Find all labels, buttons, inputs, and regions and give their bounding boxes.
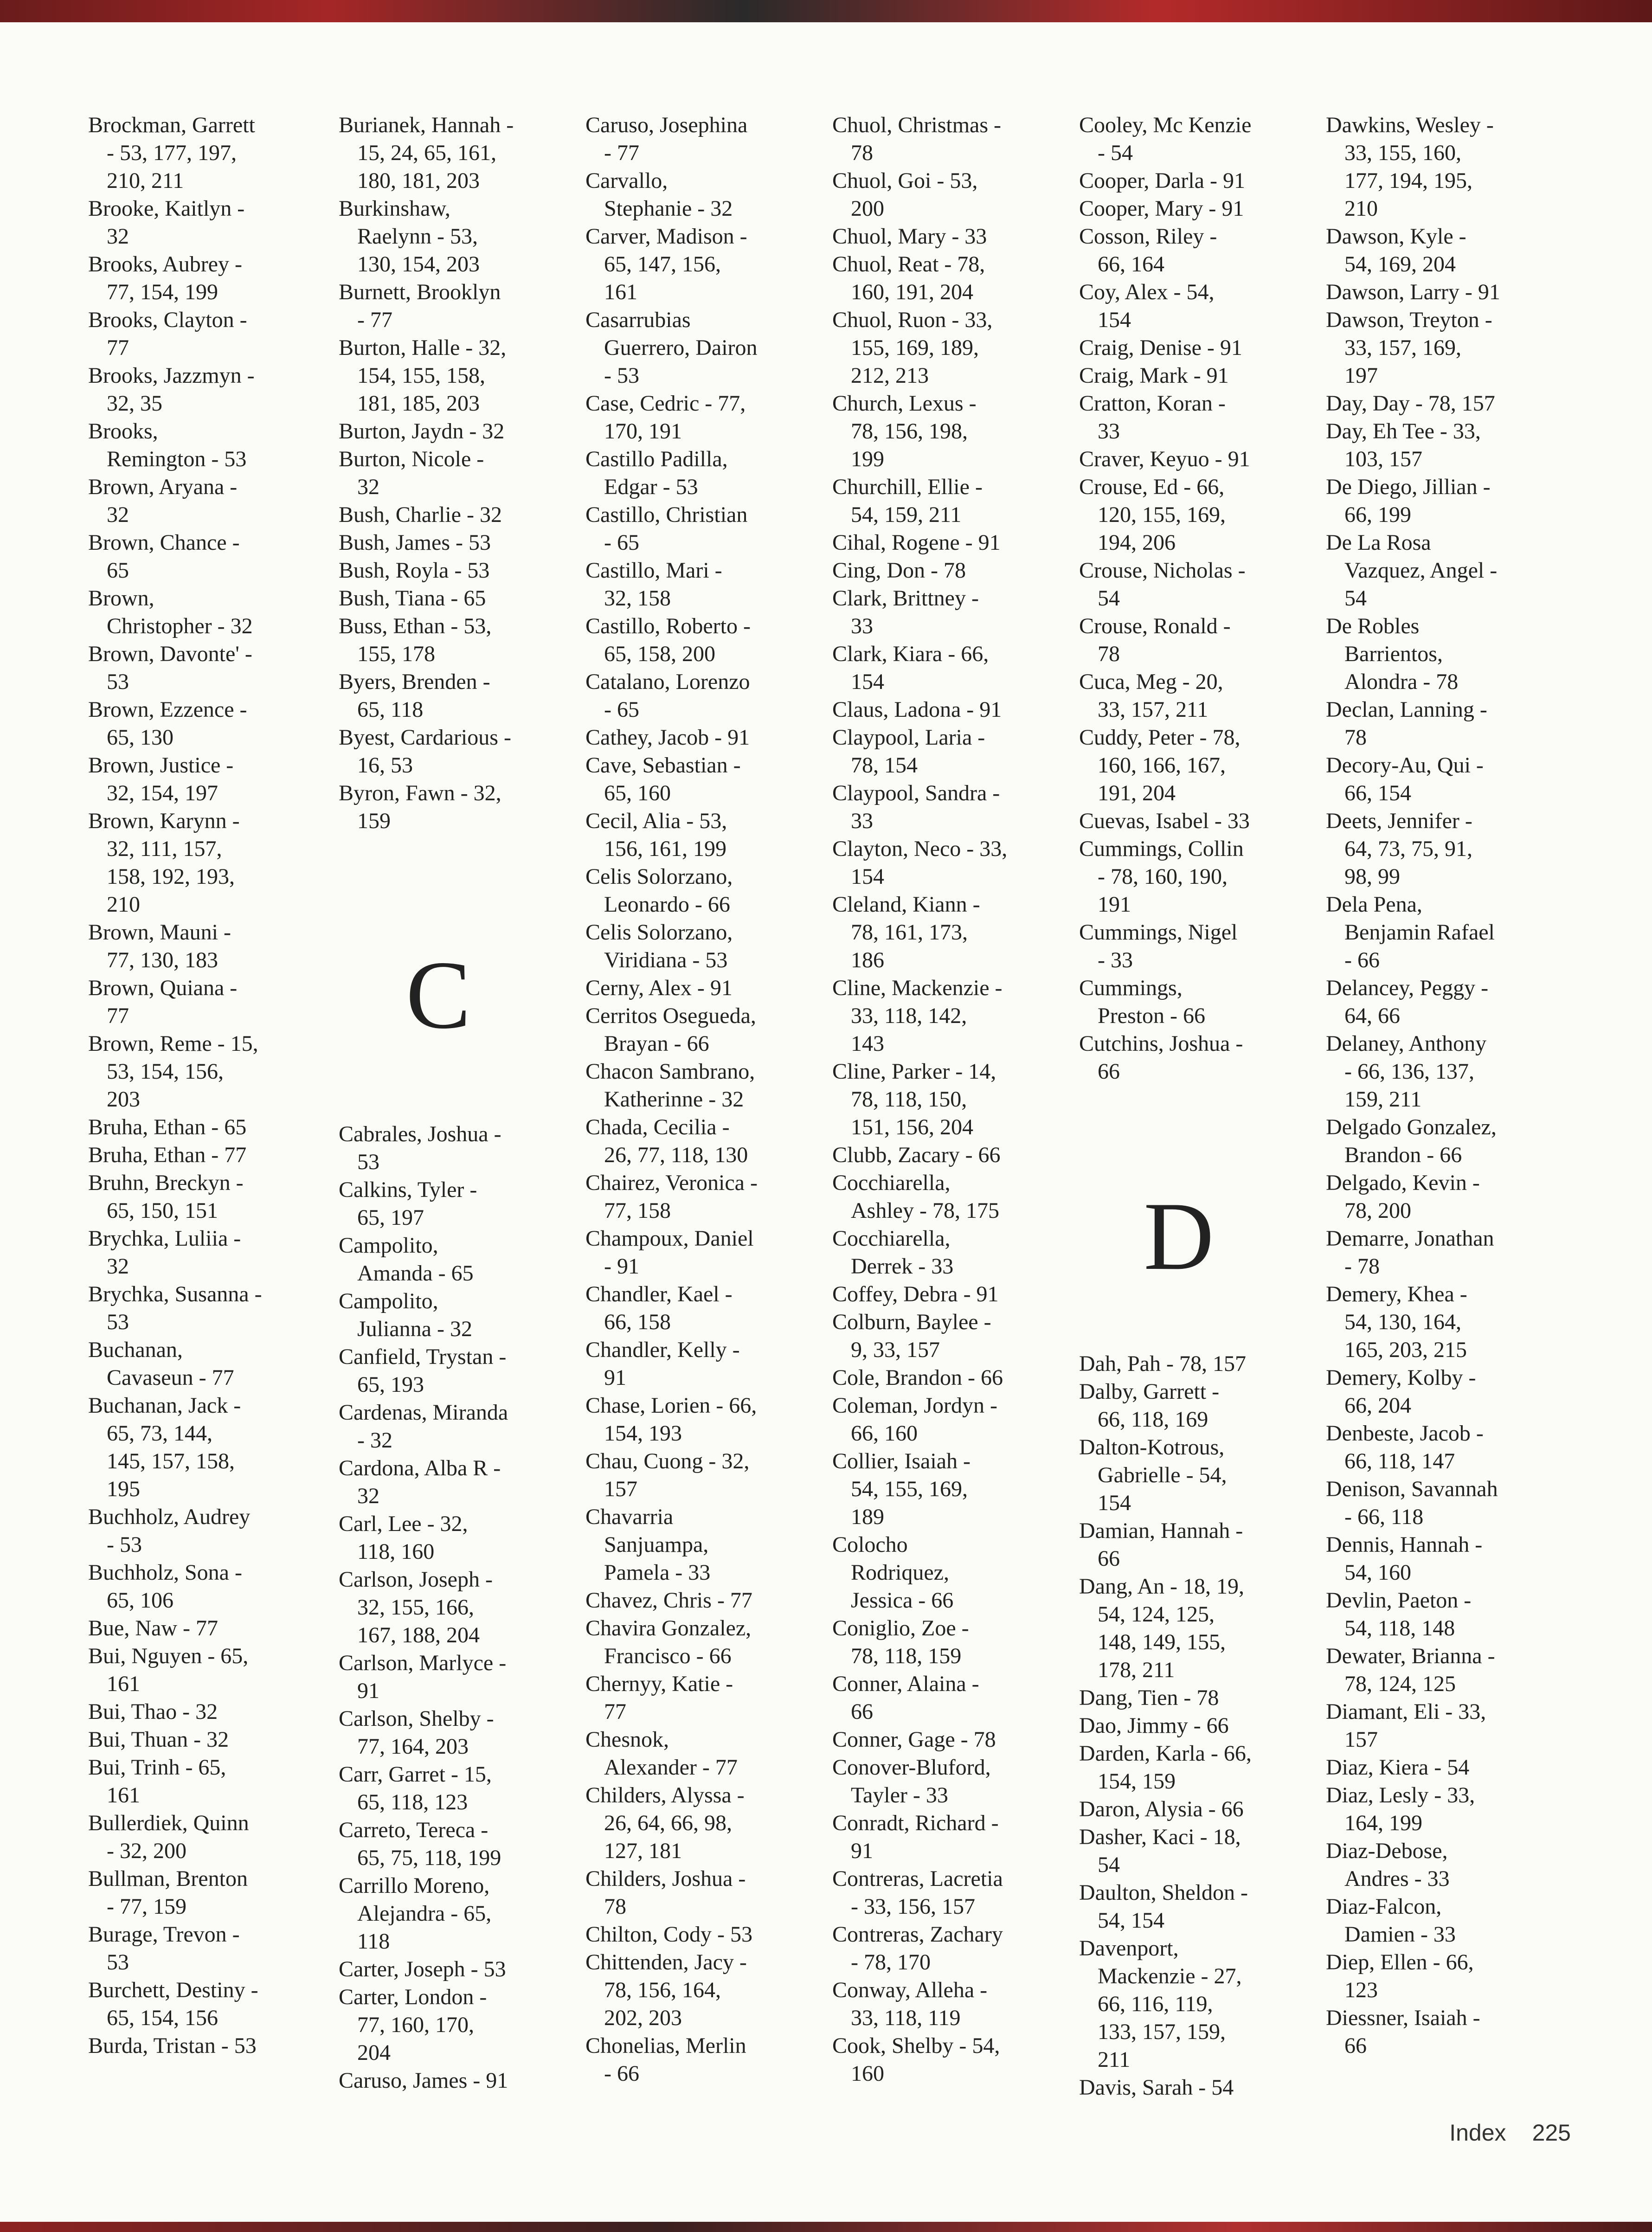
index-entry: Claypool, Laria - 78, 154 (832, 725, 985, 778)
index-entry: Cocchiarella, Ashley - 78, 175 (832, 1171, 999, 1223)
index-entry: Bruha, Ethan - 65 (88, 1115, 247, 1139)
index-entry: Dawson, Larry - 91 (1326, 280, 1500, 304)
index-entry: Dasher, Kaci - 18, 54 (1079, 1825, 1241, 1877)
index-entry: Craig, Denise - 91 (1079, 335, 1242, 360)
footer-label: Index (1449, 2120, 1506, 2146)
index-entry: Carter, London - 77, 160, 170, 204 (339, 1985, 487, 2065)
index-entry: Chuol, Goi - 53, 200 (832, 168, 978, 221)
index-entry: Cerritos Osegueda, Brayan - 66 (585, 1003, 756, 1056)
index-entry: Brown, Chance - 65 (88, 530, 240, 583)
index-entry: Clubb, Zacary - 66 (832, 1143, 1001, 1167)
index-entry: Brown, Karynn - 32, 111, 157, 158, 192, 193, 210 (88, 809, 240, 917)
index-entry: Crouse, Nicholas - 54 (1079, 558, 1246, 611)
index-entry: Cardona, Alba R - 32 (339, 1456, 501, 1508)
index-entry: Cooper, Mary - 91 (1079, 196, 1244, 221)
index-entry: Caruso, Josephina - 77 (585, 113, 748, 165)
index-entry: Brockman, Garrett - 53, 177, 197, 210, 211 (88, 113, 255, 193)
index-entry: Diessner, Isaiah - 66 (1326, 2006, 1480, 2058)
top-photo-strip (0, 0, 1652, 22)
index-entry: Cave, Sebastian - 65, 160 (585, 753, 741, 805)
index-entry: Buchholz, Audrey - 53 (88, 1505, 251, 1557)
index-entry: Brooks, Remington - 53 (88, 419, 247, 471)
index-entry: Chavarria Sanjuampa, Pamela - 33 (585, 1505, 711, 1585)
index-entry: Carr, Garret - 15, 65, 118, 123 (339, 1762, 492, 1814)
index-entry: Crouse, Ed - 66, 120, 155, 169, 194, 206 (1079, 475, 1226, 555)
index-entry: Brooks, Clayton - 77 (88, 308, 247, 360)
index-entry: Delancey, Peggy - 64, 66 (1326, 976, 1489, 1028)
index-entry: Colocho Rodriquez, Jessica - 66 (832, 1532, 954, 1613)
index-entry: Celis Solorzano, Viridiana - 53 (585, 920, 733, 972)
index-entry: Church, Lexus - 78, 156, 198, 199 (832, 391, 977, 471)
index-entry: Catalano, Lorenzo - 65 (585, 669, 750, 722)
index-column-5-bottom (1079, 1350, 1311, 2102)
index-entry: Dewater, Brianna - 78, 124, 125 (1326, 1644, 1495, 1696)
index-entry: Dawson, Kyle - 54, 169, 204 (1326, 224, 1466, 277)
index-entry: Cocchiarella, Derrek - 33 (832, 1226, 954, 1279)
index-entry: Cline, Parker - 14, 78, 118, 150, 151, 156, 204 (832, 1059, 996, 1139)
index-entry: Bush, James - 53 (339, 530, 491, 555)
index-entry: Chittenden, Jacy - 78, 156, 164, 202, 203 (585, 1950, 747, 2030)
index-entry: Cooley, Mc Kenzie - 54 (1079, 113, 1252, 165)
index-entry: De Robles Barrientos, Alondra - 78 (1326, 614, 1459, 694)
index-entry: Brown, Davonte' - 53 (88, 642, 252, 694)
index-entry: Bullerdiek, Quinn - 32, 200 (88, 1811, 249, 1863)
index-entry: Burton, Nicole - 32 (339, 447, 484, 499)
index-entry: Caruso, James - 91 (339, 2068, 508, 2093)
index-entry: Day, Day - 78, 157 (1326, 391, 1495, 416)
index-entry: Chandler, Kael - 66, 158 (585, 1282, 733, 1334)
index-entry: Deets, Jennifer - 64, 73, 75, 91, 98, 99 (1326, 809, 1472, 889)
index-entry: Davis, Sarah - 54 (1079, 2075, 1234, 2100)
index-entry: Denison, Savannah - 66, 118 (1326, 1477, 1498, 1529)
index-column-4 (832, 111, 1064, 2088)
index-entry: Burda, Tristan - 53 (88, 2033, 257, 2058)
index-entry: Bruhn, Breckyn - 65, 150, 151 (88, 1171, 244, 1223)
index-entry: Carlson, Shelby - 77, 164, 203 (339, 1706, 494, 1759)
index-entry: Chernyy, Katie - 77 (585, 1672, 733, 1724)
index-entry: Burton, Halle - 32, 154, 155, 158, 181, 185, 203 (339, 335, 507, 416)
index-entry: Diaz, Lesly - 33, 164, 199 (1326, 1783, 1475, 1835)
index-entry: Brown, Ezzence - 65, 130 (88, 697, 247, 750)
index-entry: Bush, Royla - 53 (339, 558, 490, 583)
index-entry: De La Rosa Vazquez, Angel - 54 (1326, 530, 1498, 611)
index-entry: Cuevas, Isabel - 33 (1079, 809, 1250, 833)
index-entry: Bush, Tiana - 65 (339, 586, 486, 611)
index-entry: Damian, Hannah - 66 (1079, 1518, 1243, 1571)
index-entry: Chandler, Kelly - 91 (585, 1338, 740, 1390)
index-entry: Davenport, Mackenzie - 27, 66, 116, 119, 133, 157, 159, 211 (1079, 1936, 1242, 2072)
index-entry: Cleland, Kiann - 78, 161, 173, 186 (832, 892, 980, 972)
index-entry: Brooks, Aubrey - 77, 154, 199 (88, 252, 242, 304)
index-entry: Cathey, Jacob - 91 (585, 725, 750, 750)
index-entry: Buchanan, Cavaseun - 77 (88, 1338, 234, 1390)
index-column-6 (1326, 111, 1558, 2060)
index-entry: Buchholz, Sona - 65, 106 (88, 1560, 242, 1613)
index-entry: Casarrubias Guerrero, Dairon - 53 (585, 308, 758, 388)
index-entry: Cratton, Koran - 33 (1079, 391, 1226, 444)
index-entry: Chavez, Chris - 77 (585, 1588, 752, 1613)
index-column-5 (1079, 111, 1311, 2102)
index-entry: Cummings, Nigel - 33 (1079, 920, 1238, 972)
index-column-3 (585, 111, 817, 2088)
index-entry: Carrillo Moreno, Alejandra - 65, 118 (339, 1873, 492, 1954)
index-entry: Brown, Quiana - 77 (88, 976, 238, 1028)
index-entry: Conradt, Richard - 91 (832, 1811, 999, 1863)
index-entry: Dennis, Hannah - 54, 160 (1326, 1532, 1483, 1585)
section-letter-d: D (1144, 1183, 1214, 1290)
index-entry: Carlson, Joseph - 32, 155, 166, 167, 188, 204 (339, 1567, 493, 1647)
section-letter-c: C (405, 941, 471, 1049)
index-entry: Chonelias, Merlin - 66 (585, 2033, 746, 2086)
index-entry: Cecil, Alia - 53, 156, 161, 199 (585, 809, 727, 861)
index-entry: Dalby, Garrett - 66, 118, 169 (1079, 1379, 1220, 1432)
index-entry: Demery, Kolby - 66, 204 (1326, 1365, 1476, 1418)
index-entry: Cihal, Rogene - 91 (832, 530, 1001, 555)
index-entry: Burchett, Destiny - 65, 154, 156 (88, 1978, 258, 2030)
index-entry: Chada, Cecilia - 26, 77, 118, 130 (585, 1115, 748, 1167)
index-entry: Declan, Lanning - 78 (1326, 697, 1487, 750)
index-entry: Claypool, Sandra - 33 (832, 781, 1000, 833)
index-entry: Byers, Brenden - 65, 118 (339, 669, 490, 722)
index-entry: Campolito, Amanda - 65 (339, 1233, 474, 1286)
index-entry: Carvallo, Stephanie - 32 (585, 168, 733, 221)
page-footer (1449, 2119, 1571, 2146)
index-entry: Clark, Kiara - 66, 154 (832, 642, 989, 694)
index-entry: Demarre, Jonathan - 78 (1326, 1226, 1494, 1279)
index-entry: Cabrales, Joshua - 53 (339, 1122, 501, 1174)
index-entry: Childers, Joshua - 78 (585, 1866, 746, 1919)
index-entry: Brychka, Luliia - 32 (88, 1226, 241, 1279)
index-entry: Chuol, Ruon - 33, 155, 169, 189, 212, 213 (832, 308, 993, 388)
index-entry: Brown, Mauni - 77, 130, 183 (88, 920, 231, 972)
index-entry: Conover-Bluford, Tayler - 33 (832, 1755, 991, 1807)
index-entry: Cline, Mackenzie - 33, 118, 142, 143 (832, 976, 1003, 1056)
index-entry: Bruha, Ethan - 77 (88, 1143, 247, 1167)
index-entry: Bue, Naw - 77 (88, 1616, 218, 1640)
index-entry: Calkins, Tyler - 65, 197 (339, 1177, 477, 1230)
index-entry: Delaney, Anthony - 66, 136, 137, 159, 211 (1326, 1031, 1487, 1112)
index-entry: Coleman, Jordyn - 66, 160 (832, 1393, 997, 1446)
index-entry: Cing, Don - 78 (832, 558, 966, 583)
index-entry: Cuddy, Peter - 78, 160, 166, 167, 191, 204 (1079, 725, 1241, 805)
index-entry: Cuca, Meg - 20, 33, 157, 211 (1079, 669, 1223, 722)
index-entry: Dawkins, Wesley - 33, 155, 160, 177, 194, 195, 210 (1326, 113, 1494, 221)
index-entry: Diaz-Falcon, Damien - 33 (1326, 1894, 1456, 1947)
index-entry: Burage, Trevon - 53 (88, 1922, 240, 1975)
index-column-2 (339, 111, 571, 2095)
index-entry: Cook, Shelby - 54, 160 (832, 2033, 1000, 2086)
index-entry: Byron, Fawn - 32, 159 (339, 781, 501, 833)
index-entry: Brooke, Kaitlyn - 32 (88, 196, 245, 249)
index-entry: Craver, Keyuo - 91 (1079, 447, 1250, 471)
index-entry: Diaz-Debose, Andres - 33 (1326, 1839, 1450, 1891)
index-entry: Conner, Alaina - 66 (832, 1672, 979, 1724)
index-entry: Daron, Alysia - 66 (1079, 1797, 1244, 1821)
index-entry: Conway, Alleha - 33, 118, 119 (832, 1978, 988, 2030)
index-entry: Dawson, Treyton - 33, 157, 169, 197 (1326, 308, 1492, 388)
index-entry: Clayton, Neco - 33, 154 (832, 836, 1008, 889)
index-entry: Diamant, Eli - 33, 157 (1326, 1699, 1486, 1752)
index-entry: Bush, Charlie - 32 (339, 502, 502, 527)
index-entry: Devlin, Paeton - 54, 118, 148 (1326, 1588, 1472, 1640)
index-entry: Chau, Cuong - 32, 157 (585, 1449, 750, 1501)
index-entry: Carter, Joseph - 53 (339, 1957, 506, 1981)
index-entry: Cutchins, Joshua - 66 (1079, 1031, 1243, 1084)
index-entry: Chuol, Mary - 33 (832, 224, 987, 249)
index-entry: De Diego, Jillian - 66, 199 (1326, 475, 1491, 527)
index-entry: Cosson, Riley - 66, 164 (1079, 224, 1217, 277)
index-entry: Cummings, Preston - 66 (1079, 976, 1205, 1028)
index-entry: Burkinshaw, Raelynn - 53, 130, 154, 203 (339, 196, 480, 277)
index-entry: Dang, An - 18, 19, 54, 124, 125, 148, 149, 155, 178, 211 (1079, 1574, 1244, 1682)
index-column-5-top (1079, 111, 1311, 1086)
index-entry: Cummings, Collin - 78, 160, 190, 191 (1079, 836, 1244, 917)
index-entry: Buchanan, Jack - 65, 73, 144, 145, 157, 158, 195 (88, 1393, 241, 1501)
index-entry: Burianek, Hannah - 15, 24, 65, 161, 180, 181, 203 (339, 113, 514, 193)
index-entry: Coniglio, Zoe - 78, 118, 159 (832, 1616, 969, 1668)
index-column-1 (88, 111, 320, 2060)
index-entry: Dela Pena, Benjamin Rafael - 66 (1326, 892, 1495, 972)
index-entry: Diaz, Kiera - 54 (1326, 1755, 1470, 1780)
index-entry: Champoux, Daniel - 91 (585, 1226, 754, 1279)
index-entry: Chilton, Cody - 53 (585, 1922, 753, 1947)
index-entry: Childers, Alyssa - 26, 64, 66, 98, 127, 181 (585, 1783, 745, 1863)
index-entry: Conner, Gage - 78 (832, 1727, 996, 1752)
index-entry: Brown, Justice - 32, 154, 197 (88, 753, 234, 805)
index-entry: Craig, Mark - 91 (1079, 363, 1229, 388)
index-entry: Castillo, Roberto - 65, 158, 200 (585, 614, 751, 666)
index-entry: Delgado, Kevin - 78, 200 (1326, 1171, 1480, 1223)
index-entry: Byest, Cardarious - 16, 53 (339, 725, 511, 778)
index-entry: Bullman, Brenton - 77, 159 (88, 1866, 248, 1919)
index-entry: Crouse, Ronald - 78 (1079, 614, 1231, 666)
index-entry: Delgado Gonzalez, Brandon - 66 (1326, 1115, 1497, 1167)
page-number: 225 (1532, 2120, 1571, 2146)
index-entry: Chuol, Reat - 78, 160, 191, 204 (832, 252, 985, 304)
index-entry: Carreto, Tereca - 65, 75, 118, 199 (339, 1818, 501, 1870)
index-entry: Burnett, Brooklyn - 77 (339, 280, 501, 332)
index-entry: Castillo Padilla, Edgar - 53 (585, 447, 728, 499)
index-entry: Brown, Christopher - 32 (88, 586, 253, 638)
index-entry: Coy, Alex - 54, 154 (1079, 280, 1215, 332)
index-entry: Demery, Khea - 54, 130, 164, 165, 203, 215 (1326, 1282, 1467, 1362)
index-entry: Bui, Thuan - 32 (88, 1727, 229, 1752)
index-entry: Cardenas, Miranda - 32 (339, 1400, 508, 1453)
index-entry: Chesnok, Alexander - 77 (585, 1727, 738, 1780)
index-column-2-top (339, 111, 571, 835)
index-entry: Bui, Trinh - 65, 161 (88, 1755, 226, 1807)
index-entry: Castillo, Christian - 65 (585, 502, 748, 555)
index-entry: Chase, Lorien - 66, 154, 193 (585, 1393, 757, 1446)
index-entry: Brown, Reme - 15, 53, 154, 156, 203 (88, 1031, 258, 1112)
index-entry: Cole, Brandon - 66 (832, 1365, 1003, 1390)
index-entry: Case, Cedric - 77, 170, 191 (585, 391, 746, 444)
index-entry: Denbeste, Jacob - 66, 118, 147 (1326, 1421, 1484, 1473)
index-entry: Decory-Au, Qui - 66, 154 (1326, 753, 1484, 805)
index-entry: Brooks, Jazzmyn - 32, 35 (88, 363, 255, 416)
index-entry: Dang, Tien - 78 (1079, 1685, 1219, 1710)
bottom-photo-strip (0, 2222, 1652, 2232)
index-entry: Clark, Brittney - 33 (832, 586, 979, 638)
index-entry: Carver, Madison - 65, 147, 156, 161 (585, 224, 747, 304)
index-entry: Dao, Jimmy - 66 (1079, 1713, 1229, 1738)
index-entry: Carlson, Marlyce - 91 (339, 1651, 507, 1703)
index-column-2-bottom (339, 1120, 571, 2095)
index-entry: Cooper, Darla - 91 (1079, 168, 1245, 193)
index-entry: Daulton, Sheldon - 54, 154 (1079, 1880, 1248, 1933)
index-entry: Diep, Ellen - 66, 123 (1326, 1950, 1474, 2002)
index-entry: Burton, Jaydn - 32 (339, 419, 505, 444)
index-entry: Brychka, Susanna - 53 (88, 1282, 262, 1334)
index-entry: Coffey, Debra - 91 (832, 1282, 999, 1306)
index-entry: Dalton-Kotrous, Gabrielle - 54, 154 (1079, 1435, 1227, 1515)
index-entry: Cerny, Alex - 91 (585, 976, 733, 1000)
index-entry: Dah, Pah - 78, 157 (1079, 1351, 1246, 1376)
index-entry: Castillo, Mari - 32, 158 (585, 558, 722, 611)
index-entry: Darden, Karla - 66, 154, 159 (1079, 1741, 1252, 1794)
index-entry: Churchill, Ellie - 54, 159, 211 (832, 475, 983, 527)
index-entry: Chacon Sambrano, Katherinne - 32 (585, 1059, 755, 1112)
index-entry: Carl, Lee - 32, 118, 160 (339, 1512, 468, 1564)
index-entry: Colburn, Baylee - 9, 33, 157 (832, 1310, 991, 1362)
index-entry: Claus, Ladona - 91 (832, 697, 1002, 722)
index-entry: Buss, Ethan - 53, 155, 178 (339, 614, 492, 666)
index-entry: Brown, Aryana - 32 (88, 475, 238, 527)
index-entry: Canfield, Trystan - 65, 193 (339, 1344, 507, 1397)
index-entry: Bui, Thao - 32 (88, 1699, 218, 1724)
index-entry: Chairez, Veronica - 77, 158 (585, 1171, 758, 1223)
index-entry: Collier, Isaiah - 54, 155, 169, 189 (832, 1449, 971, 1529)
index-entry: Campolito, Julianna - 32 (339, 1289, 472, 1341)
index-entry: Contreras, Lacretia - 33, 156, 157 (832, 1866, 1003, 1919)
index-entry: Contreras, Zachary - 78, 170 (832, 1922, 1003, 1975)
index-entry: Celis Solorzano, Leonardo - 66 (585, 864, 733, 917)
index-entry: Chavira Gonzalez, Francisco - 66 (585, 1616, 752, 1668)
index-entry: Day, Eh Tee - 33, 103, 157 (1326, 419, 1481, 471)
index-entry: Bui, Nguyen - 65, 161 (88, 1644, 249, 1696)
index-entry: Chuol, Christmas - 78 (832, 113, 1002, 165)
